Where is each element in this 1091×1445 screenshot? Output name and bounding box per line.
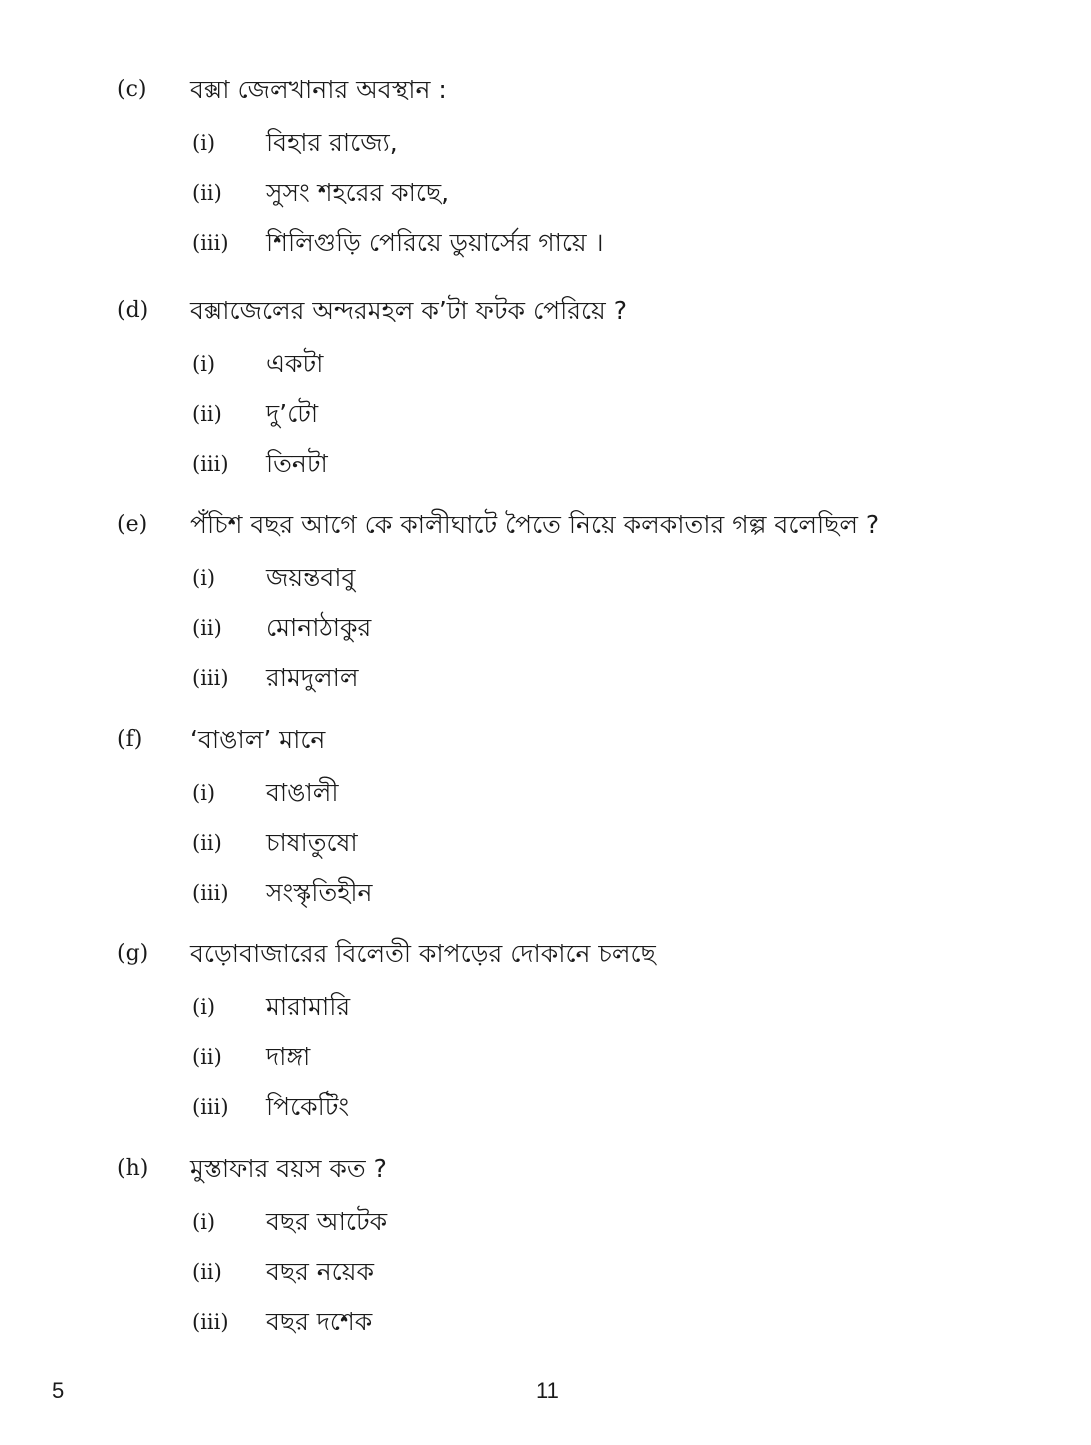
question-text: ‘বাঙাল’ মানে (190, 725, 326, 754)
option-text: রামদুলাল (266, 663, 359, 692)
option-text: একটা (266, 349, 324, 378)
option-text: চাষাতুষো (266, 828, 358, 857)
page-number: 11 (536, 1378, 559, 1403)
option-label: (ii) (192, 181, 222, 205)
option-label: (ii) (192, 1260, 222, 1284)
option-item (0, 218, 1091, 268)
option-label: (ii) (192, 831, 222, 855)
option-item (0, 1082, 1091, 1132)
question-d (0, 289, 1091, 489)
option-label: (i) (192, 781, 216, 805)
option-text: জয়ন্তবাবু (266, 563, 356, 592)
question-g (0, 932, 1091, 1132)
option-label: (i) (192, 1210, 216, 1234)
option-item (0, 603, 1091, 653)
option-text: সংস্কৃতিহীন (266, 878, 373, 907)
option-text: দু’টো (266, 399, 319, 428)
option-item (0, 168, 1091, 218)
question-c (0, 68, 1091, 268)
question-text: বক্সাজেলের অন্দরমহল ক’টা ফটক পেরিয়ে ? (190, 296, 627, 325)
option-label: (iii) (192, 452, 229, 476)
option-label: (iii) (192, 231, 229, 255)
option-label: (i) (192, 995, 216, 1019)
option-text: বছর দশেক (266, 1307, 373, 1336)
option-item (0, 868, 1091, 918)
option-item (0, 1297, 1091, 1347)
option-label: (iii) (192, 1310, 229, 1334)
question-h (0, 1147, 1091, 1347)
question-text: বক্সা জেলখানার অবস্থান : (190, 75, 447, 104)
option-text: তিনটা (266, 449, 328, 478)
option-item (0, 553, 1091, 603)
option-item (0, 439, 1091, 489)
option-text: মারামারি (266, 992, 351, 1021)
question-label: (h) (117, 1156, 149, 1181)
question-f (0, 718, 1091, 918)
option-text: সুসং শহরের কাছে, (266, 178, 450, 207)
option-label: (iii) (192, 666, 229, 690)
question-text: বড়োবাজারের বিলেতী কাপড়ের দোকানে চলছে (190, 939, 656, 968)
option-text: বছর আটেক (266, 1207, 388, 1236)
option-label: (ii) (192, 616, 222, 640)
question-e (0, 503, 1091, 703)
question-text: পঁচিশ বছর আগে কে কালীঘাটে পৈতে নিয়ে কলকাতার গল্প বলেছিল ? (190, 510, 880, 539)
option-item (0, 118, 1091, 168)
paper-code: 5 (52, 1378, 65, 1403)
option-item (0, 1247, 1091, 1297)
option-label: (iii) (192, 1095, 229, 1119)
option-label: (ii) (192, 402, 222, 426)
option-text: মোনাঠাকুর (266, 613, 372, 642)
option-text: পিকেটিং (266, 1092, 350, 1121)
option-text: বছর নয়েক (266, 1257, 374, 1286)
option-item (0, 1197, 1091, 1247)
option-text: দাঙ্গা (266, 1042, 311, 1071)
option-label: (ii) (192, 1045, 222, 1069)
option-item (0, 339, 1091, 389)
option-item (0, 768, 1091, 818)
option-text: বাঙালী (266, 778, 339, 807)
question-label: (f) (117, 727, 143, 752)
option-item (0, 818, 1091, 868)
question-label: (g) (117, 941, 149, 966)
option-text: বিহার রাজ্যে, (266, 128, 398, 157)
option-label: (i) (192, 566, 216, 590)
option-label: (i) (192, 131, 216, 155)
question-label: (e) (117, 512, 148, 537)
question-label: (c) (117, 77, 147, 102)
option-label: (iii) (192, 881, 229, 905)
option-item (0, 653, 1091, 703)
option-item (0, 1032, 1091, 1082)
question-label: (d) (117, 298, 149, 323)
option-item (0, 982, 1091, 1032)
option-item (0, 389, 1091, 439)
option-label: (i) (192, 352, 216, 376)
option-text: শিলিগুড়ি পেরিয়ে ডুয়ার্সের গায়ে । (266, 228, 604, 257)
question-text: মুস্তাফার বয়স কত ? (190, 1154, 387, 1183)
